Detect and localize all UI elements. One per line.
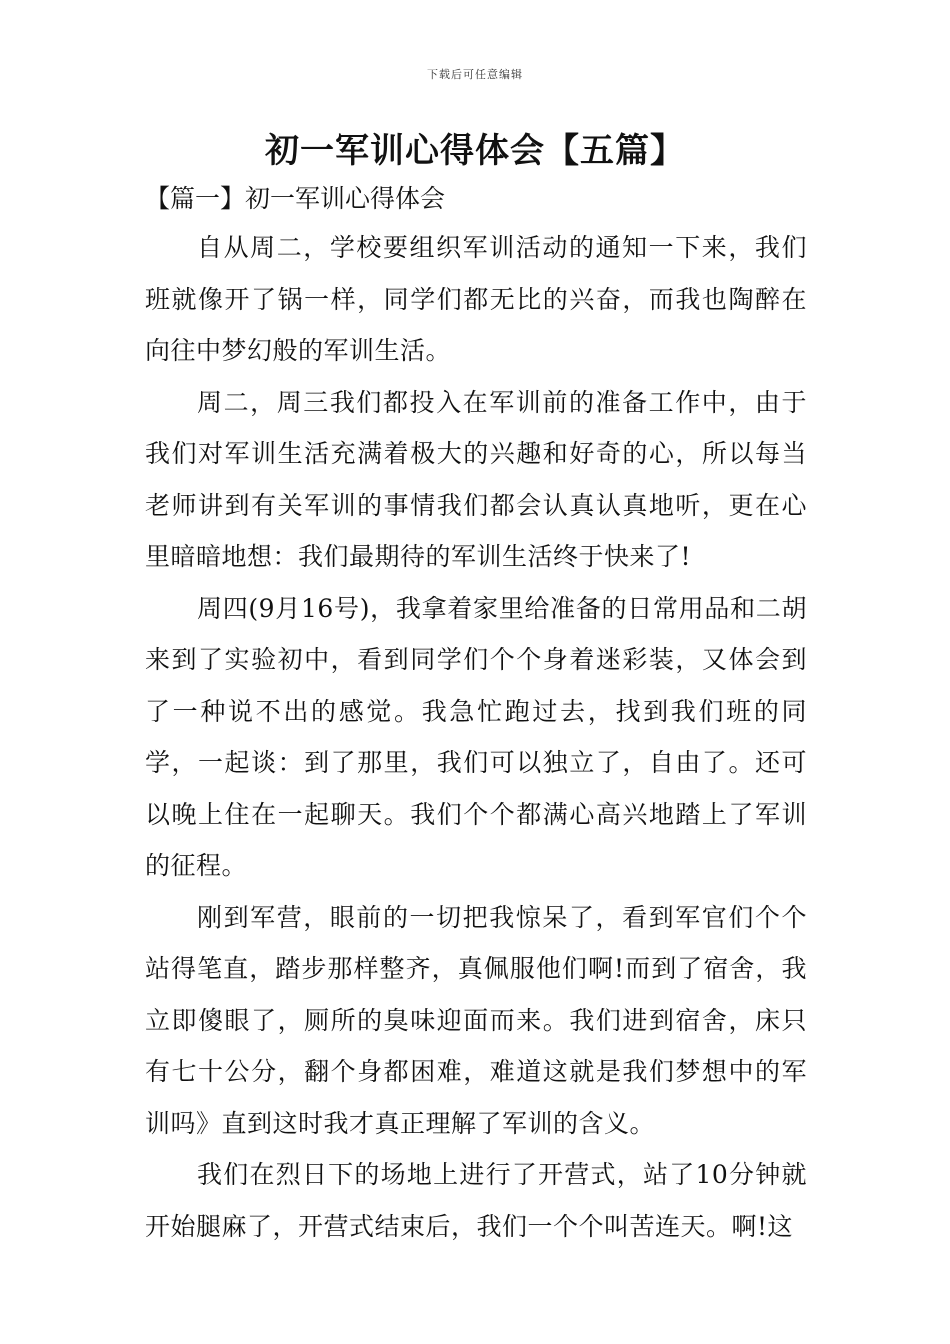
paragraph: 我们在烈日下的场地上进行了开营式，站了10分钟就开始腿麻了，开营式结束后，我们一个个叫苦连天。啊!这 <box>145 1160 807 1241</box>
document-body <box>145 222 807 1252</box>
section-heading: 【篇一】初一军训心得体会 <box>145 184 446 213</box>
paragraph: 周二，周三我们都投入在军训前的准备工作中，由于我们对军训生活充满着极大的兴趣和好奇的心，所以每当老师讲到有关军训的事情我们都会认真认真地听，更在心里暗暗地想：我们最期待的军训生活终于快来了! <box>145 387 807 571</box>
document-title: 初一军训心得体会【五篇】 <box>265 131 685 171</box>
paragraph: 自从周二，学校要组织军训活动的通知一下来，我们班就像开了锅一样，同学们都无比的兴奋，而我也陶醉在向往中梦幻般的军训生活。 <box>145 233 807 365</box>
page-header-note: 下载后可任意编辑 <box>427 68 523 81</box>
paragraph: 刚到军营，眼前的一切把我惊呆了，看到军官们个个站得笔直，踏步那样整齐，真佩服他们啊!而到了宿舍，我立即傻眼了，厕所的臭味迎面而来。我们进到宿舍，床只有七十公分，翻个身都困难，难道这就是我们梦想中的军训吗》直到这时我才真正理解了军训的含义。 <box>145 902 807 1138</box>
paragraph: 周四(9月16号)，我拿着家里给准备的日常用品和二胡来到了实验初中，看到同学们个个身着迷彩装，又体会到了一种说不出的感觉。我急忙跑过去，找到我们班的同学，一起谈：到了那里，我们可以独立了，自由了。还可以晚上住在一起聊天。我们个个都满心高兴地踏上了军训的征程。 <box>145 593 807 880</box>
